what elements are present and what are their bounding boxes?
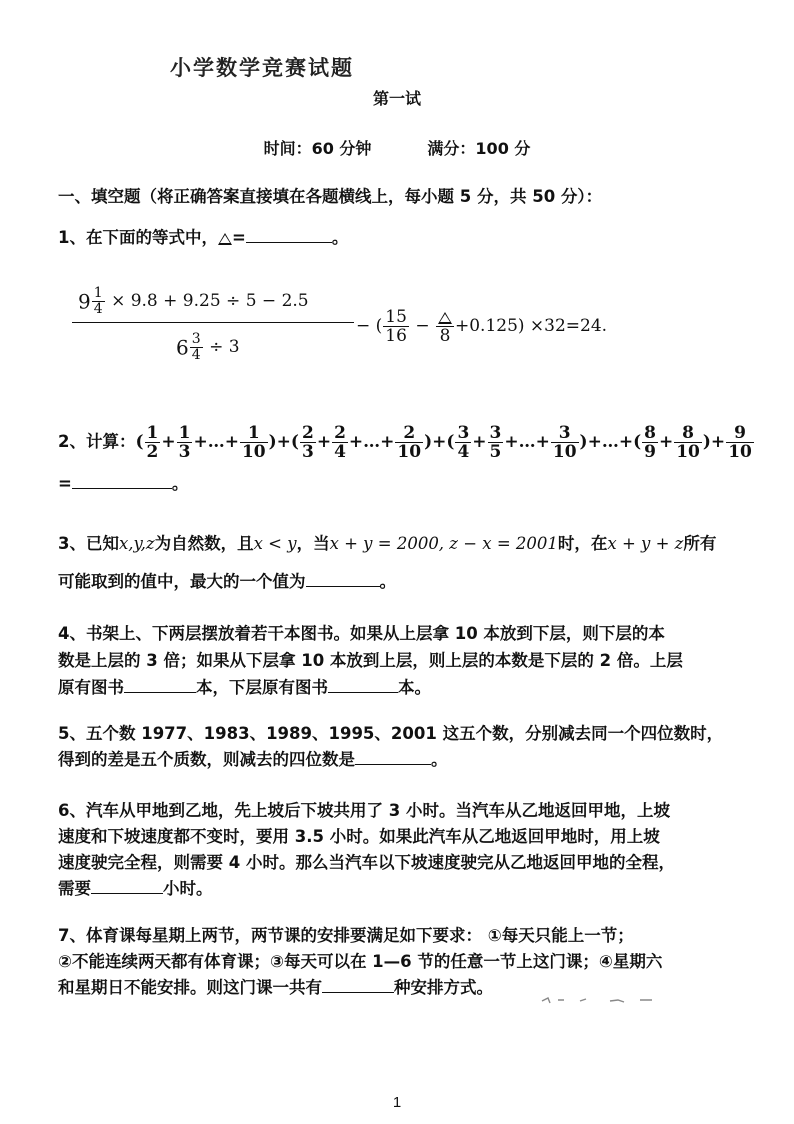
answer-blank-q1[interactable] (246, 224, 332, 243)
fraction-denominator: 6 $\frac{3}{4}$ ÷ 3 (176, 331, 240, 363)
full-score: 满分：100 分 (427, 139, 531, 158)
question-4-line-3: 原有图书 本，下层原有图书 本。 (58, 674, 758, 702)
scan-smudge (540, 995, 670, 1005)
triangle-icon (218, 233, 232, 245)
time-score-line (0, 136, 794, 159)
answer-blank-q3[interactable] (306, 568, 380, 587)
test-label: 第一试 (372, 89, 421, 108)
question-2-answer-line: = 。 (58, 470, 758, 498)
answer-blank-q2[interactable] (72, 470, 172, 489)
section-title: 一、填空题（将正确答案直接填在各题横线上，每小题 5 分，共 50 分）： (58, 187, 603, 206)
equation-remainder: − ( $\frac{15}{16}$ − 8 +0.125) ×32=24. (356, 307, 608, 346)
question-5-line-2: 得到的差是五个质数，则减去的四位数是 。 (58, 746, 758, 774)
page-number: 1 (392, 1094, 402, 1111)
question-7-line-1: 7、体育课每星期上两节，两节课的安排要满足如下要求： ①每天只能上一节； (58, 926, 634, 945)
question-3-line-1: 3、已知x,y,z为自然数，且x < y，当x + y = 2000, z − x = 2001时，在x + y + z所有 (58, 534, 717, 553)
fraction-numerator: 9 $\frac{1}{4}$ × 9.8 + 9.25 ÷ 5 − 2.5 (78, 285, 309, 317)
exam-title-cut (170, 40, 650, 80)
question-6-line-1: 6、汽车从甲地到乙地，先上坡后下坡共用了 3 小时。当汽车从乙地返回甲地，上坡 (58, 801, 670, 820)
question-4-line-1: 4、书架上、下两层摆放着若干本图书。如果从上层拿 10 本放到下层，则下层的本 (58, 624, 665, 643)
question-2-expression: 2、计算：( $\frac{1}{2}$ + $\frac{1}{3}$ +…+ $\frac{1}{10}$ )+( $\frac{2}{3}$ + $\frac{2}{4}$ +…+ $\frac{2}{10}$ )+( $\frac{3}{4}$ + $\frac{3}{5}$ +…+ $\frac{3}{10}$ )+…+( $\frac{8}{9}$ + $\frac{8}{10}$ )+ $\frac{9}{10}$ (58, 423, 752, 462)
triangle-icon (438, 312, 452, 324)
question-3-line-2: 可能取到的值中，最大的一个值为 。 (58, 568, 758, 596)
question-6-line-4: 需要 小时。 (58, 875, 758, 903)
question-1-intro: 1、在下面的等式中， = 。 (58, 224, 758, 252)
answer-blank-q7[interactable] (322, 974, 394, 993)
question-7-line-3: 和星期日不能安排。则这门课一共有 种安排方式。 (58, 974, 758, 1002)
question-4-line-2: 数是上层的 3 倍；如果从下层拿 10 本放到上层，则上层的本数是下层的 2 倍。上层 (58, 651, 683, 670)
time-limit: 时间：60 分钟 (263, 139, 372, 158)
question-6-line-3: 速度驶完全程，则需要 4 小时。那么当汽车以下坡速度驶完从乙地返回甲地的全程， (58, 853, 675, 872)
question-5-line-1: 5、五个数 1977、1983、1989、1995、2001 这五个数，分别减去同一个四位数时， (58, 724, 724, 743)
question-6-line-2: 速度和下坡速度都不变时，要用 3.5 小时。如果此汽车从乙地返回甲地时，用上坡 (58, 827, 660, 846)
question-7-line-2: ②不能连续两天都有体育课；③每天可以在 1—6 节的任意一节上这门课；④星期六 (58, 952, 663, 971)
question-1-equation (72, 282, 712, 382)
exam-title-text: 小学数学竞赛试题 (170, 56, 354, 80)
fraction-bar (72, 322, 354, 323)
answer-blank-q6[interactable] (91, 875, 163, 894)
answer-blank-q4-lower[interactable] (328, 674, 398, 693)
answer-blank-q4-upper[interactable] (124, 674, 196, 693)
answer-blank-q5[interactable] (355, 746, 431, 765)
